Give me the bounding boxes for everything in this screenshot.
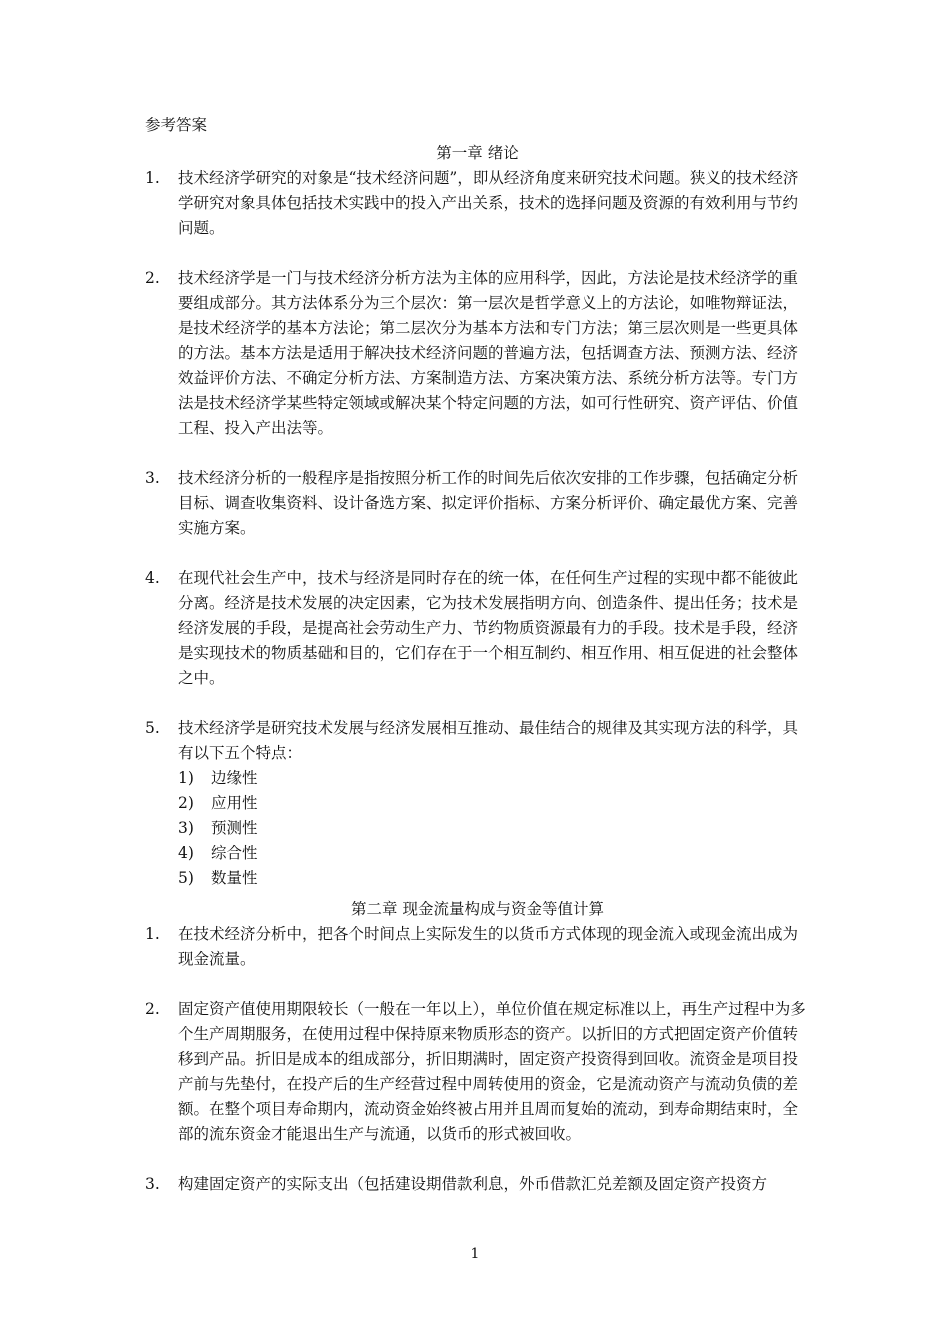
list-item — [145, 566, 810, 691]
sub-item — [178, 816, 810, 841]
sub-item-text: 数量性 — [211, 869, 258, 887]
page-number: 1 — [470, 1246, 480, 1262]
sub-item — [178, 866, 810, 891]
sub-item-number: 5) — [178, 869, 194, 887]
sub-item-number: 1) — [178, 769, 194, 787]
sub-item — [178, 766, 810, 791]
item-text: 技术经济学是一门与技术经济分析方法为主体的应用科学，因此，方法论是技术经济学的重要组成部分。其方法体系分为三个层次：第一层次是哲学意义上的方法论，如唯物辩证法，是技术经济学的基本方法论；第二层次分为基本方法和专门方法；第三层次则是一些更具体的方法。基本方法是适用于解决技术经济问题的普遍方法，包括调查方法、预测方法、经济效益评价方法、不确定分析方法、方案制造方法、方案决策方法、系统分析方法等。专门方法是技术经济学某些特定领域或解决某个特定问题的方法，如可行性研究、资产评估、价值工程、投入产出法等。 — [178, 269, 799, 437]
list-item — [145, 997, 810, 1147]
item-number: 3. — [145, 469, 160, 487]
list-item — [145, 266, 810, 441]
chapter-heading: 第一章 绪论 — [436, 144, 519, 162]
item-text: 技术经济学研究的对象是“技术经济问题”，即从经济角度来研究技术问题。狭义的技术经济学研究对象具体包括技术实践中的投入产出关系，技术的选择问题及资源的有效利用与节约问题。 — [178, 169, 799, 237]
list-item — [145, 716, 810, 891]
sub-item — [178, 791, 810, 816]
list-item — [145, 466, 810, 541]
document-body — [145, 113, 810, 1222]
item-text: 技术经济学是研究技术发展与经济发展相互推动、最佳结合的规律及其实现方法的科学，具有以下五个特点： — [178, 719, 799, 762]
sub-item-text: 预测性 — [211, 819, 258, 837]
sub-item-text: 应用性 — [211, 794, 258, 812]
item-number: 2. — [145, 269, 160, 287]
sub-item-number: 2) — [178, 794, 194, 812]
item-text: 固定资产值使用期限较长（一般在一年以上），单位价值在规定标准以上，再生产过程中为多个生产周期服务，在使用过程中保持原来物质形态的资产。以折旧的方式把固定资产价值转移到产品。折旧是成本的组成部分，折旧期满时，固定资产投资得到回收。流资金是项目投产前与先垫付，在投产后的生产经营过程中周转使用的资金，它是流动资产与流动负债的差额。在整个项目寿命期内，流动资金始终被占用并且周而复始的流动，到寿命期结束时，全部的流东资金才能退出生产与流通，以货币的形式被回收。 — [178, 1000, 806, 1143]
sub-item — [178, 841, 810, 866]
sub-item-number: 4) — [178, 844, 194, 862]
document-title: 参考答案 — [145, 116, 208, 134]
item-text: 构建固定资产的实际支出（包括建设期借款利息，外币借款汇兑差额及固定资产投资方 — [178, 1175, 768, 1193]
list-item — [145, 1172, 810, 1197]
item-number: 2. — [145, 1000, 160, 1018]
item-content — [178, 716, 810, 891]
item-number: 5. — [145, 719, 160, 737]
list-item — [145, 166, 810, 241]
sub-item-text: 边缘性 — [211, 769, 258, 787]
chapter-heading: 第二章 现金流量构成与资金等值计算 — [351, 900, 604, 918]
item-number: 1. — [145, 169, 160, 187]
item-number: 3. — [145, 1175, 160, 1193]
item-number: 4. — [145, 569, 160, 587]
item-number: 1. — [145, 925, 160, 943]
list-item — [145, 922, 810, 972]
sub-item-text: 综合性 — [211, 844, 258, 862]
item-text: 在现代社会生产中，技术与经济是同时存在的统一体，在任何生产过程的实现中都不能彼此分离。经济是技术发展的决定因素，它为技术发展指明方向、创造条件、提出任务；技术是经济发展的手段，是提高社会劳动生产力、节约物质资源最有力的手段。技术是手段，经济是实现技术的物质基础和目的，它们存在于一个相互制约、相互作用、相互促进的社会整体之中。 — [178, 569, 799, 687]
sub-item-number: 3) — [178, 819, 194, 837]
item-text: 技术经济分析的一般程序是指按照分析工作的时间先后依次安排的工作步骤，包括确定分析目标、调查收集资料、设计备选方案、拟定评价指标、方案分析评价、确定最优方案、完善实施方案。 — [178, 469, 799, 537]
item-text: 在技术经济分析中，把各个时间点上实际发生的以货币方式体现的现金流入或现金流出成为现金流量。 — [178, 925, 799, 968]
